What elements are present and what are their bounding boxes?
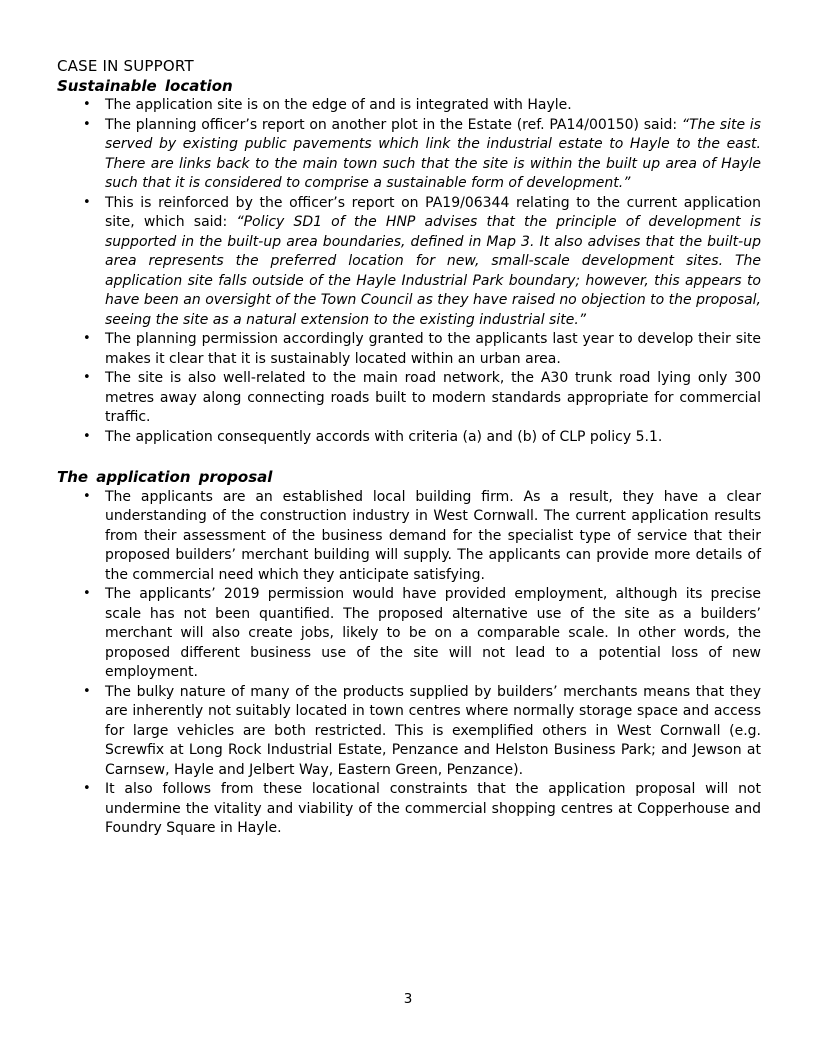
bullet-icon: • <box>83 781 91 796</box>
bullet-text: The planning permission accordingly granted to the applicants last year to develop their site makes it clear that it is sustainably located within an urban area. <box>105 331 761 367</box>
bullet-icon: • <box>83 683 91 699</box>
list-item <box>57 683 761 781</box>
bullet-text: The application consequently accords with criteria (a) and (b) of CLP policy 5.1. <box>105 428 663 445</box>
list-item <box>57 369 761 428</box>
page-number: 3 <box>403 991 413 1007</box>
list-item <box>57 428 761 448</box>
bullet-text: The application site is on the edge of and is integrated with Hayle. <box>105 97 572 113</box>
bullet-icon: • <box>83 370 91 385</box>
bullet-text: The bulky nature of many of the products supplied by builders’ merchants means that they are inherently not suitably located in town centres where normally storage space and access for large vehicles are both restricted. This is exemplified others in West Cornwall (e.g. Screwfix at Long Rock Industrial Estate, Penzance and Helston Business Park; and Jewson at Carnsew, Hayle and Jelbert Way, Eastern Green, Penzance). <box>105 683 761 778</box>
list-item <box>57 488 761 586</box>
bullet-icon: • <box>83 97 91 112</box>
bullet-text: The applicants’ 2019 permission would have provided employment, although its precise scale has not been quantified. The proposed alternative use of the site as a builders’ merchant will also create jobs, likely to be on a comparable scale. In other words, the proposed different business use of the site will not lead to a potential loss of new employment. <box>105 586 761 680</box>
bullet-icon: • <box>83 488 91 504</box>
bullet-icon: • <box>83 116 91 132</box>
bullet-icon: • <box>83 586 91 601</box>
bullet-text: The applicants are an established local building firm. As a result, they have a clear understanding of the construction industry in West Cornwall. The current application results from their assessment of the business demand for the specialist type of service that their proposed builders’ merchant building will supply. The applicants can provide more details of the commercial need which they anticipate satisfying. <box>105 488 761 583</box>
bullet-list-application-proposal <box>57 488 761 839</box>
bullet-list-sustainable-location <box>57 96 761 447</box>
list-item <box>57 194 761 331</box>
bullet-icon: • <box>83 194 91 210</box>
section-heading-application-proposal: The application proposal <box>57 468 273 486</box>
bullet-text: It also follows from these locational constraints that the application proposal will not undermine the vitality and viability of the commercial shopping centres at Copperhouse and Foundry Square in Hayle. <box>105 781 761 836</box>
bullet-text: The site is also well-related to the main road network, the A30 trunk road lying only 300 metres away along connecting roads built to modern standards appropriate for commercial traffic. <box>105 370 761 425</box>
quoted-text: “Policy SD1 of the HNP advises that the principle of development is supported in the built-up area boundaries, defined in Map 3. It also advises that the built-up area represents the preferred location for new, small-scale development sites. The application site falls outside of the Hayle Industrial Park boundary; however, this appears to have been an oversight of the Town Council as they have raised no objection to the proposal, seeing the site as a natural extension to the existing industrial site.” <box>105 214 761 328</box>
list-item <box>57 96 761 116</box>
list-item <box>57 116 761 194</box>
document-title: CASE IN SUPPORT <box>57 57 194 75</box>
bullet-icon: • <box>83 331 91 346</box>
bullet-text: The planning officer’s report on another plot in the Estate (ref. PA14/00150) said: <box>105 116 682 133</box>
bullet-icon: • <box>83 428 91 444</box>
document-content <box>57 57 761 839</box>
list-item <box>57 780 761 839</box>
section-heading-sustainable-location: Sustainable location <box>57 76 233 95</box>
bullet-text: This is reinforced by the officer’s report on PA19/06344 relating to the current application site, which said: <box>105 194 761 230</box>
list-item <box>57 585 761 683</box>
quoted-text: “The site is served by existing public pavements which link the industrial estate to Hayle to the east. There are links back to the main town such that the site is within the built up area of Hayle such that it is considered to comprise a sustainable form of development.” <box>105 116 761 191</box>
list-item <box>57 330 761 369</box>
